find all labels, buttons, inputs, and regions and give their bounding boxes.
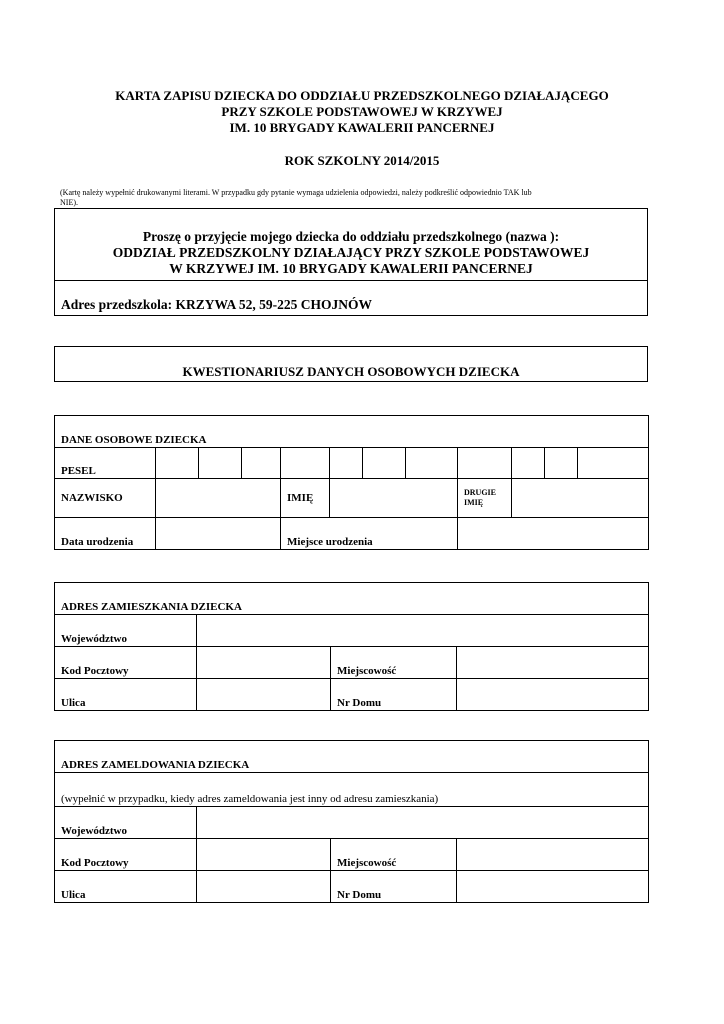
- registration-town-field[interactable]: [457, 839, 649, 871]
- first-name-field[interactable]: [330, 479, 458, 518]
- registration-voivodeship-field[interactable]: [197, 807, 649, 839]
- residence-heading: ADRES ZAMIESZKANIA DZIECKA: [55, 583, 649, 615]
- residence-voivodeship-label: Województwo: [55, 615, 197, 647]
- residence-street-label: Ulica: [55, 679, 197, 711]
- second-name-label: [458, 479, 512, 518]
- registration-postal-row: [55, 839, 649, 871]
- pesel-digit-2[interactable]: [199, 448, 242, 479]
- residence-house-label: Nr Domu: [331, 679, 457, 711]
- surname-field[interactable]: [156, 479, 281, 518]
- residence-postal-field[interactable]: [197, 647, 331, 679]
- residence-street-field[interactable]: [197, 679, 331, 711]
- pesel-digit-10[interactable]: [545, 448, 578, 479]
- residence-house-field[interactable]: [457, 679, 649, 711]
- birth-date-field[interactable]: [156, 518, 281, 550]
- questionnaire-title-box: [54, 346, 648, 382]
- residence-address-table: [54, 582, 649, 711]
- birth-date-label: Data urodzenia: [55, 518, 156, 550]
- form-title-line2: PRZY SZKOLE PODSTAWOWEJ W KRZYWEJ: [221, 104, 503, 119]
- request-line3: W KRZYWEJ IM. 10 BRYGADY KAWALERII PANCERNEJ: [169, 261, 533, 276]
- questionnaire-title: KWESTIONARIUSZ DANYCH OSOBOWYCH DZIECKA: [182, 364, 520, 379]
- first-name-label: IMIĘ: [281, 479, 330, 518]
- request-text-area: [55, 209, 647, 281]
- pesel-row: [55, 448, 649, 479]
- residence-heading-row: [55, 583, 649, 615]
- surname-label: NAZWISKO: [55, 479, 156, 518]
- registration-town-label: Miejscowość: [331, 839, 457, 871]
- form-title-line3: IM. 10 BRYGADY KAWALERII PANCERNEJ: [229, 120, 495, 135]
- birth-place-label: Miejsce urodzenia: [281, 518, 458, 550]
- pesel-digit-7[interactable]: [406, 448, 458, 479]
- registration-hint: (wypełnić w przypadku, kiedy adres zameldowania jest inny od adresu zamieszkania): [55, 773, 649, 807]
- kindergarten-address: Adres przedszkola: KRZYWA 52, 59-225 CHOJNÓW: [61, 297, 373, 312]
- personal-data-table: [54, 415, 649, 550]
- request-line1: Proszę o przyjęcie mojego dziecka do oddziału przedszkolnego (nazwa ):: [142, 229, 560, 244]
- second-name-field[interactable]: [512, 479, 649, 518]
- personal-heading: DANE OSOBOWE DZIECKA: [55, 416, 649, 448]
- registration-street-label: Ulica: [55, 871, 197, 903]
- school-year: ROK SZKOLNY 2014/2015: [284, 153, 440, 168]
- registration-street-row: [55, 871, 649, 903]
- request-line2: ODDZIAŁ PRZEDSZKOLNY DZIAŁAJĄCY PRZY SZKOLE PODSTAWOWEJ: [112, 245, 590, 260]
- second-name-label-line2: IMIĘ: [464, 497, 484, 507]
- form-title-line1: KARTA ZAPISU DZIECKA DO ODDZIAŁU PRZEDSZKOLNEGO DZIAŁAJĄCEGO: [115, 88, 609, 103]
- birth-row: [55, 518, 649, 550]
- registration-heading: ADRES ZAMELDOWANIA DZIECKA: [55, 741, 649, 773]
- instruction-note: [60, 188, 660, 208]
- pesel-digit-3[interactable]: [242, 448, 281, 479]
- pesel-digit-6[interactable]: [363, 448, 406, 479]
- residence-street-row: [55, 679, 649, 711]
- personal-heading-row: [55, 416, 649, 448]
- second-name-label-line1: DRUGIE: [464, 487, 497, 497]
- residence-town-field[interactable]: [457, 647, 649, 679]
- registration-address-table: [54, 740, 649, 903]
- registration-heading-row: [55, 741, 649, 773]
- registration-hint-row: [55, 773, 649, 807]
- residence-town-label: Miejscowość: [331, 647, 457, 679]
- request-box: [54, 208, 648, 316]
- pesel-digit-5[interactable]: [330, 448, 363, 479]
- registration-postal-field[interactable]: [197, 839, 331, 871]
- name-row: [55, 479, 649, 518]
- residence-voivodeship-row: [55, 615, 649, 647]
- birth-place-field[interactable]: [458, 518, 649, 550]
- residence-postal-row: [55, 647, 649, 679]
- pesel-label: PESEL: [55, 448, 156, 479]
- registration-voivodeship-label: Województwo: [55, 807, 197, 839]
- pesel-digit-8[interactable]: [458, 448, 512, 479]
- registration-house-field[interactable]: [457, 871, 649, 903]
- registration-voivodeship-row: [55, 807, 649, 839]
- pesel-digit-4[interactable]: [281, 448, 330, 479]
- pesel-digit-9[interactable]: [512, 448, 545, 479]
- instruction-note-line2: NIE).: [60, 198, 78, 207]
- registration-street-field[interactable]: [197, 871, 331, 903]
- residence-voivodeship-field[interactable]: [197, 615, 649, 647]
- residence-postal-label: Kod Pocztowy: [55, 647, 197, 679]
- pesel-digit-1[interactable]: [156, 448, 199, 479]
- registration-postal-label: Kod Pocztowy: [55, 839, 197, 871]
- registration-house-label: Nr Domu: [331, 871, 457, 903]
- pesel-digit-11[interactable]: [578, 448, 649, 479]
- instruction-note-line1: (Kartę należy wypełnić drukowanymi literami. W przypadku gdy pytanie wymaga udzielenia odpowiedzi, należy podkreślić odpowiednio TAK lub: [60, 188, 532, 197]
